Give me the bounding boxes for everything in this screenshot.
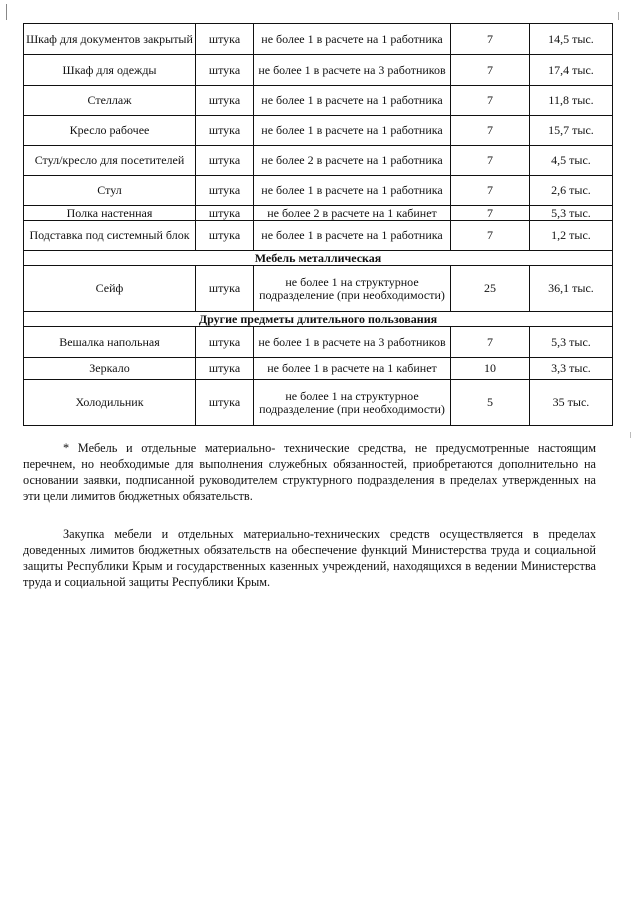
service-life-cell: 7 [451, 221, 530, 251]
table-row [24, 358, 613, 380]
service-life-cell: 25 [451, 266, 530, 312]
quantity-norm-cell: не более 1 в расчете на 1 работника [254, 24, 451, 55]
quantity-norm-cell: не более 1 в расчете на 1 кабинет [254, 358, 451, 380]
service-life-cell: 5 [451, 380, 530, 426]
unit-cell: штука [196, 24, 254, 55]
price-cell: 3,3 тыс. [530, 358, 613, 380]
furniture-norms-table [23, 23, 613, 426]
item-name-cell: Зеркало [24, 358, 196, 380]
unit-cell: штука [196, 206, 254, 221]
service-life-cell: 10 [451, 358, 530, 380]
price-cell: 17,4 тыс. [530, 55, 613, 86]
service-life-cell: 7 [451, 146, 530, 176]
service-life-cell: 7 [451, 206, 530, 221]
section-heading: Другие предметы длительного пользования [24, 312, 613, 327]
unit-cell: штука [196, 176, 254, 206]
price-cell: 11,8 тыс. [530, 86, 613, 116]
table-row [24, 55, 613, 86]
procurement-paragraph: Закупка мебели и отдельных материально-технических средств осуществляется в пределах доведенных лимитов бюджетных обязательств на обеспечение функций Министерства труда и социальной защиты Республики Крым и государственных казенных учреждений, находящихся в ведении Министерства труда и социальной защиты Республики Крым. [23, 527, 596, 589]
table-row [24, 327, 613, 358]
quantity-norm-cell: не более 2 в расчете на 1 работника [254, 146, 451, 176]
unit-cell: штука [196, 327, 254, 358]
table-row [24, 116, 613, 146]
item-name-cell: Сейф [24, 266, 196, 312]
unit-cell: штука [196, 86, 254, 116]
quantity-norm-cell: не более 1 в расчете на 1 работника [254, 116, 451, 146]
item-name-cell: Стеллаж [24, 86, 196, 116]
table-row [24, 221, 613, 251]
item-name-cell: Полка настенная [24, 206, 196, 221]
table-row [24, 206, 613, 221]
unit-cell: штука [196, 55, 254, 86]
scan-margin-mark [630, 432, 631, 438]
price-cell: 1,2 тыс. [530, 221, 613, 251]
service-life-cell: 7 [451, 176, 530, 206]
service-life-cell: 7 [451, 86, 530, 116]
item-name-cell: Подставка под системный блок [24, 221, 196, 251]
quantity-norm-cell: не более 1 в расчете на 3 работников [254, 55, 451, 86]
service-life-cell: 7 [451, 116, 530, 146]
item-name-cell: Холодильник [24, 380, 196, 426]
item-name-cell: Вешалка напольная [24, 327, 196, 358]
table-row [24, 380, 613, 426]
item-name-cell: Стул [24, 176, 196, 206]
quantity-norm-cell: не более 1 в расчете на 1 работника [254, 221, 451, 251]
table-row [24, 176, 613, 206]
table-body [24, 24, 613, 426]
unit-cell: штука [196, 146, 254, 176]
price-cell: 35 тыс. [530, 380, 613, 426]
item-name-cell: Шкаф для одежды [24, 55, 196, 86]
unit-cell: штука [196, 266, 254, 312]
unit-cell: штука [196, 358, 254, 380]
table-row [24, 24, 613, 55]
price-cell: 4,5 тыс. [530, 146, 613, 176]
item-name-cell: Стул/кресло для посетителей [24, 146, 196, 176]
unit-cell: штука [196, 380, 254, 426]
quantity-norm-cell: не более 2 в расчете на 1 кабинет [254, 206, 451, 221]
footnote-text: * Мебель и отдельные материально- технические средства, не предусмотренные настоящим перечнем, но необходимые для выполнения служебных обязанностей, приобретаются дополнительно на основании заявки, подписанной руководителем структурного подразделения в пределах утвержденных на эти цели лимитов бюджетных обязательств. [23, 441, 596, 503]
table-row [24, 266, 613, 312]
quantity-norm-cell: не более 1 в расчете на 1 работника [254, 86, 451, 116]
item-name-cell: Кресло рабочее [24, 116, 196, 146]
price-cell: 15,7 тыс. [530, 116, 613, 146]
table-row [24, 86, 613, 116]
price-cell: 14,5 тыс. [530, 24, 613, 55]
quantity-norm-cell: не более 1 в расчете на 1 работника [254, 176, 451, 206]
quantity-norm-cell: не более 1 на структурное подразделение (при необходимости) [254, 380, 451, 426]
section-heading: Мебель металлическая [24, 251, 613, 266]
quantity-norm-cell: не более 1 в расчете на 3 работников [254, 327, 451, 358]
item-name-cell: Шкаф для документов закрытый [24, 24, 196, 55]
price-cell: 5,3 тыс. [530, 206, 613, 221]
service-life-cell: 7 [451, 24, 530, 55]
scan-margin-mark [618, 12, 619, 20]
table-row [24, 146, 613, 176]
price-cell: 2,6 тыс. [530, 176, 613, 206]
price-cell: 5,3 тыс. [530, 327, 613, 358]
quantity-norm-cell: не более 1 на структурное подразделение (при необходимости) [254, 266, 451, 312]
table-section-row [24, 251, 613, 266]
price-cell: 36,1 тыс. [530, 266, 613, 312]
unit-cell: штука [196, 221, 254, 251]
scan-margin-mark [6, 4, 7, 20]
service-life-cell: 7 [451, 55, 530, 86]
unit-cell: штука [196, 116, 254, 146]
service-life-cell: 7 [451, 327, 530, 358]
table-section-row [24, 312, 613, 327]
